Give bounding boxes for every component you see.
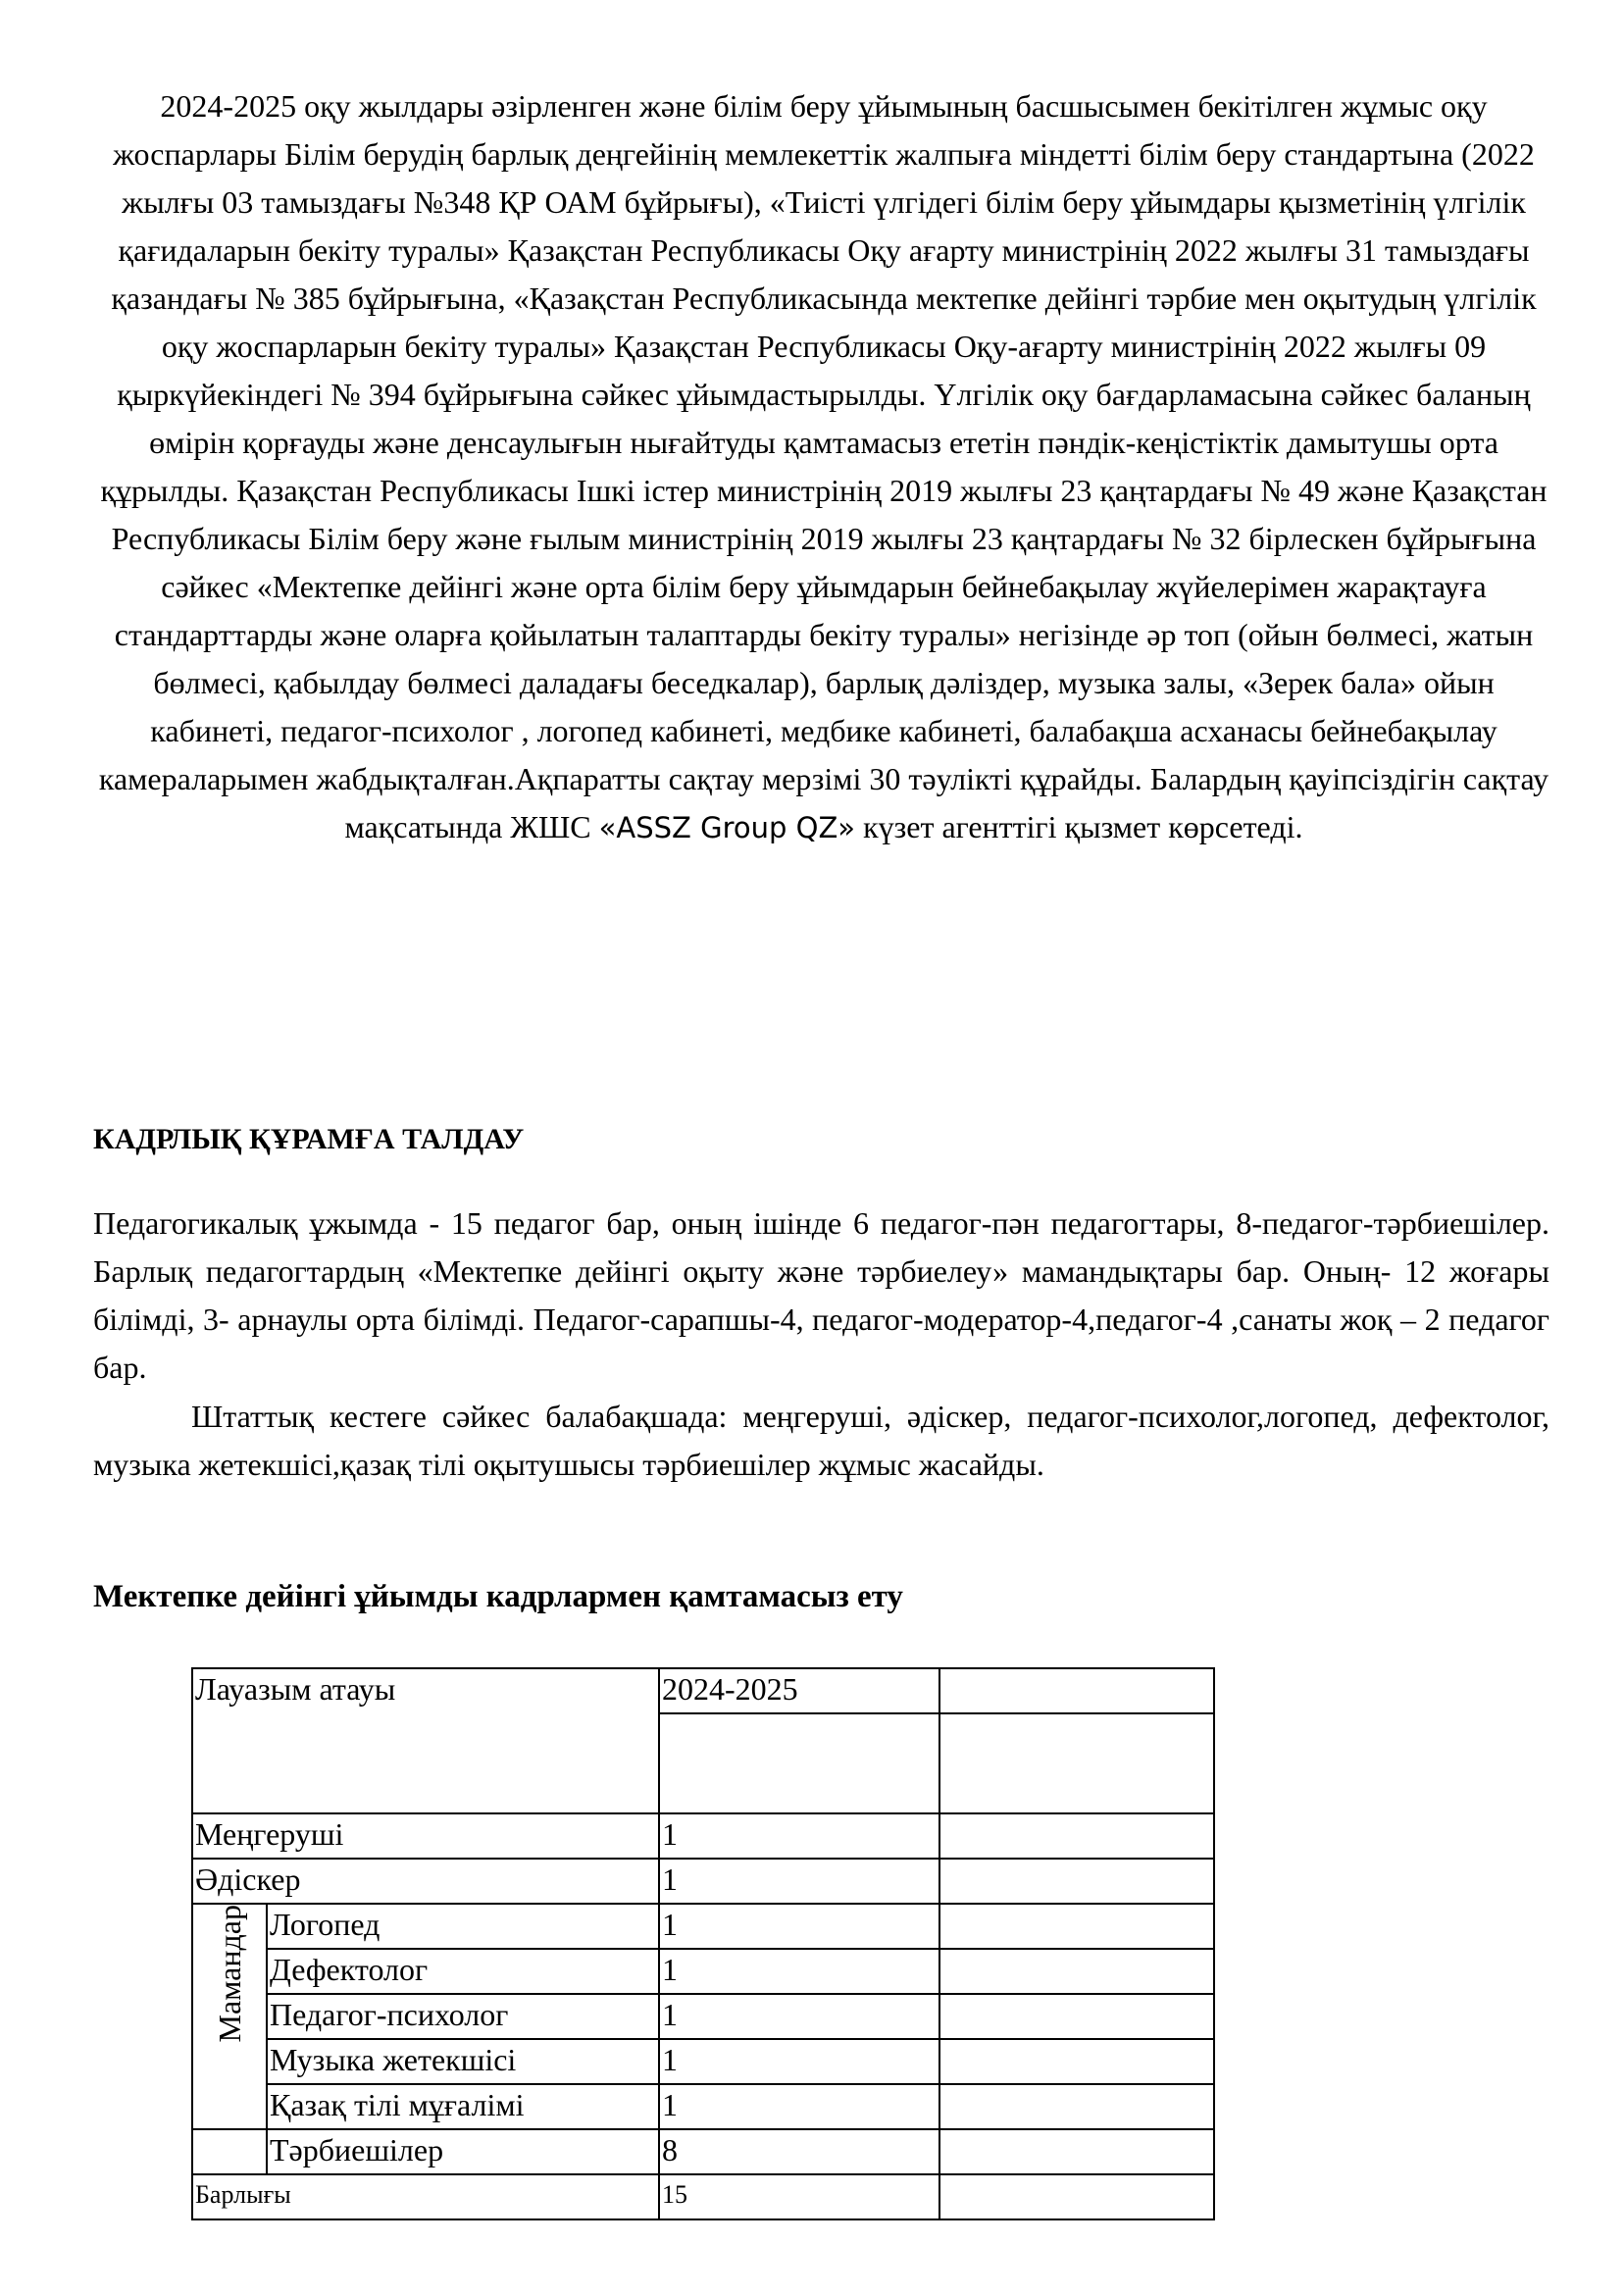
position-name: Педагог-психолог — [267, 1994, 659, 2039]
intro-tail: күзет агенттігі қызмет көрсетеді. — [855, 809, 1303, 844]
staff-paragraph-2: Штаттық кестеге сәйкес балабақшада: меңгеруші, әдіскер, педагог-психолог,логопед, дефектолог, музыка жетекшісі,қазақ тілі оқытушысы тәрбиешілер жұмыс жасайды. — [93, 1399, 1549, 1482]
position-count: 1 — [659, 1813, 939, 1859]
staff-paragraph-1: Педагогикалық ұжымда - 15 педагог бар, оның ішінде 6 педагог-пән педагогтары, 8-педагог-тәрбиешілер. Барлық педагогтардың «Мектепке дейінгі оқыту және тәрбиелеу» мамандықтары бар. Оның- 12 жоғары білімді, 3- арнаулы орта білімді. Педагог-сарапшы-4, педагог-модератор-4,педагог-4 ,санаты жоқ – 2 педагог бар. — [93, 1205, 1549, 1385]
position-name: Логопед — [267, 1904, 659, 1949]
table-row — [192, 1859, 1214, 1904]
position-name: Қазақ тілі мұғалімі — [267, 2084, 659, 2129]
specialists-group-label: Мамандар — [212, 1905, 247, 2043]
position-name: Әдіскер — [192, 1859, 659, 1904]
header-position: Лауазым атауы — [192, 1668, 659, 1813]
intro-text: 2024-2025 оқу жылдары әзірленген және білім беру ұйымының басшысымен бекітілген жұмыс оқу жоспарлары Білім берудің барлық деңгейінің мемлекеттік жалпыға міндетті білім беру стандартына (2022 жылғы 03 тамыздағы №348 ҚР ОАМ бұйрығы), «Тиісті үлгідегі білім беру ұйымдары қызметінің үлгілік қағидаларын бекіту туралы» Қазақстан Республикасы Оқу ағарту министрінің 2022 жылғы 31 тамыздағы қазандағы № 385 бұйрығына, «Қазақстан Республикасында мектепке дейінгі тәрбие мен оқытудың үлгілік оқу жоспарларын бекіту туралы» Қазақстан Республикасы Оқу-ағарту министрінің 2022 жылғы 09 қыркүйекіндегі № 394 бұйрығына сәйкес ұйымдастырылды. Үлгілік оқу бағдарламасына сәйкес баланың өмірін қорғауды және денсаулығын нығайтуды қамтамасыз ететін пәндік-кеңістіктік дамытушы орта құрылды. Қазақстан Республикасы Ішкі істер министрінің 2019 жылғы 23 қаңтардағы № 49 және Қазақстан Республикасы Білім беру және ғылым министрінің 2019 жылғы 23 қаңтардағы № 32 бірлескен бұйрығына сәйкес «Мектепке дейінгі және орта білім беру ұйымдарын бейнебақылау жүйелерімен жарақтауға стандарттарды және оларға қойылатын талаптарды бекіту туралы» негізінде әр топ (ойын бөлмесі, жатын бөлмесі, қабылдау бөлмесі даладағы беседкалар), барлық дәліздер, музыка залы, «Зерек бала» ойын кабинеті, педагог-психолог , логопед кабинеті, медбике кабинеті, балабақша асханасы бейнебақылау камераларымен жабдықталған.Ақпаратты сақтау мерзімі 30 тәулікті құрайды. Балардың қауіпсіздігін сақтау мақсатында ЖШС — [98, 88, 1549, 844]
table-row — [192, 1904, 1214, 1949]
specialists-group-cell — [192, 1904, 267, 2129]
staffing-table — [191, 1667, 1215, 2220]
table-header-row — [192, 1668, 1214, 1713]
total-count: 15 — [659, 2174, 939, 2219]
position-count: 8 — [659, 2129, 939, 2174]
header-empty — [939, 1668, 1214, 1713]
position-count: 1 — [659, 1904, 939, 1949]
position-count: 1 — [659, 2084, 939, 2129]
position-name: Музыка жетекшісі — [267, 2039, 659, 2084]
staffing-table-heading: Мектепке дейінгі ұйымды кадрлармен қамтамасыз ету — [93, 1579, 903, 1614]
staff-analysis-heading: КАДРЛЫҚ ҚҰРАМҒА ТАЛДАУ — [93, 1123, 525, 1155]
security-agency-name: «ASSZ Group QZ» — [598, 811, 856, 844]
position-count: 1 — [659, 1994, 939, 2039]
header-empty-3 — [939, 1713, 1214, 1813]
table-total-row — [192, 2174, 1214, 2219]
table-row — [192, 2039, 1214, 2084]
total-label: Барлығы — [192, 2174, 659, 2219]
table-row — [192, 1994, 1214, 2039]
position-count: 1 — [659, 2039, 939, 2084]
position-name: Меңгеруші — [192, 1813, 659, 1859]
header-year: 2024-2025 — [659, 1668, 939, 1713]
position-count: 1 — [659, 1949, 939, 1994]
table-row — [192, 2129, 1214, 2174]
position-name: Тәрбиешілер — [267, 2129, 659, 2174]
table-row — [192, 1949, 1214, 1994]
header-empty-2 — [659, 1713, 939, 1813]
position-name: Дефектолог — [267, 1949, 659, 1994]
position-count: 1 — [659, 1859, 939, 1904]
intro-paragraph — [93, 82, 1554, 852]
table-row — [192, 2084, 1214, 2129]
table-row — [192, 1813, 1214, 1859]
